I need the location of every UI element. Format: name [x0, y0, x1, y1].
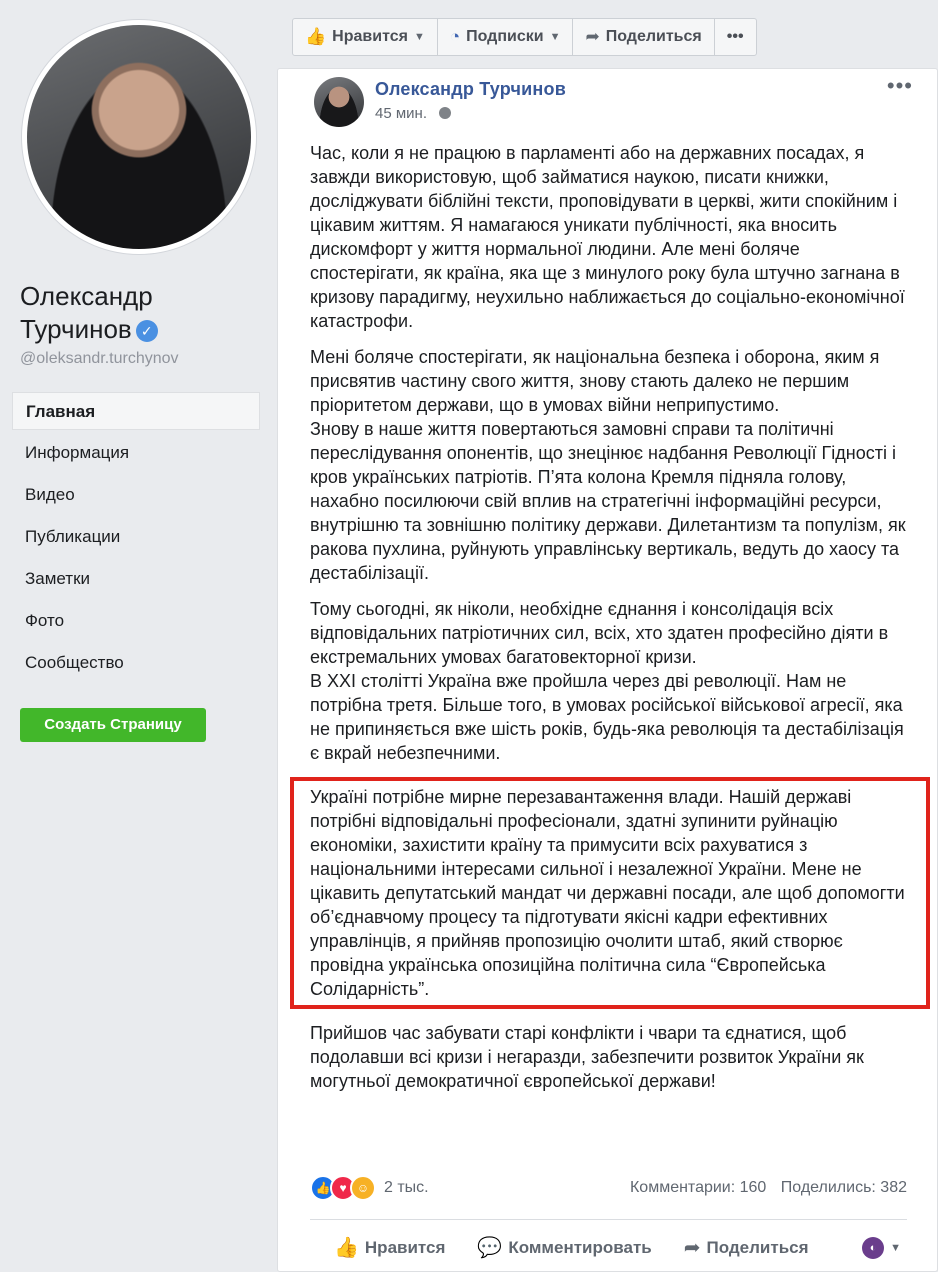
- post-actions: [334, 1235, 841, 1260]
- comments-count-link[interactable]: Комментарии: 160: [629, 1179, 767, 1196]
- subscriptions-label: Подписки: [466, 28, 544, 45]
- comment-button[interactable]: [477, 1235, 651, 1260]
- post-author-name[interactable]: Олександр Турчинов: [375, 79, 566, 99]
- sidebar-item-info[interactable]: Информация: [25, 443, 130, 462]
- share-label: Поделиться: [706, 1237, 809, 1257]
- reactions-count: 2 тыс.: [384, 1179, 429, 1196]
- comment-label: Комментировать: [508, 1237, 652, 1257]
- like-page-button[interactable]: [292, 18, 438, 56]
- post-stats: [620, 1179, 907, 1197]
- care-reaction-icon: ☺: [350, 1175, 376, 1201]
- like-reaction-icon: 👍: [310, 1175, 336, 1201]
- share-arrow-icon: ➦: [585, 27, 600, 46]
- sidebar-item-community[interactable]: Сообщество: [25, 653, 124, 672]
- chevron-down-icon: ▼: [890, 1242, 901, 1254]
- post-card: [277, 68, 938, 1272]
- post-options-button[interactable]: •••: [886, 73, 913, 98]
- thumbs-up-icon: 👍: [305, 27, 327, 46]
- chevron-down-icon: ▼: [413, 31, 425, 43]
- post-timestamp[interactable]: 45 мин.: [375, 105, 427, 122]
- post-paragraph: Прийшов час забувати старі конфлікти і чвари та єднатися, щоб подолавши всі кризи і негаразди, забезпечити розвиток України як могутньої демократичної європейської держави!: [310, 1023, 864, 1091]
- react-as-page-selector[interactable]: [862, 1237, 901, 1259]
- sidebar-item-video[interactable]: Видео: [25, 485, 75, 504]
- sidebar-nav: [12, 392, 260, 686]
- reactions-summary[interactable]: [310, 1175, 429, 1201]
- page-title[interactable]: [20, 280, 260, 346]
- globe-icon: [439, 107, 451, 119]
- post-body: [310, 141, 910, 1105]
- share-page-label: Поделиться: [605, 28, 702, 45]
- page-avatar-icon: ◐: [862, 1237, 884, 1259]
- like-page-label: Нравится: [332, 28, 408, 45]
- post-paragraph-highlighted: Україні потрібне мирне перезавантаження влади. Нашій державі потрібні відповідальні професіонали, здатні зупинити руйнацію економіки, захистити країну та примусити всіх рахуватися з національними інтересами сильної і незалежної України. Мене не цікавить депутатський мандат чи державні посади, але щоб допомогти об’єднавчому процесу та підготувати якісні кадри ефективних управлінців, я прийняв пропозицію очолити штаб, який створює провідна українська опозиційна політична сила “Європейська Солідарність”.: [310, 787, 905, 999]
- profile-picture[interactable]: [22, 20, 256, 254]
- shares-count-link[interactable]: Поделились: 382: [780, 1179, 907, 1196]
- share-page-button[interactable]: [572, 18, 714, 56]
- sidebar-item-posts[interactable]: Публикации: [25, 527, 121, 546]
- page-action-bar: [292, 18, 756, 56]
- more-options-button[interactable]: [714, 18, 757, 56]
- sidebar-item-home[interactable]: Главная: [12, 392, 260, 430]
- more-dots-icon: •••: [726, 28, 744, 45]
- rss-icon: ◔: [449, 27, 461, 46]
- thumbs-up-icon: 👍: [334, 1237, 359, 1259]
- create-page-button[interactable]: Создать Страницу: [20, 708, 206, 742]
- verified-badge-icon: ✓: [136, 320, 158, 342]
- chevron-down-icon: ▼: [549, 31, 561, 43]
- share-arrow-icon: ➦: [683, 1237, 701, 1259]
- post-paragraph: Мені боляче спостерігати, як національна безпека і оборона, яким я присвятив частину свого життя, знову стають далеко не першим пріоритетом держави, що в умовах війни неприпустимо.: [310, 347, 880, 415]
- page-title-line1: Олександр: [20, 281, 153, 311]
- post-meta: [375, 105, 451, 122]
- profile-photo: [27, 25, 251, 249]
- comment-bubble-icon: 💬: [477, 1237, 503, 1259]
- post-author-avatar[interactable]: [314, 77, 364, 127]
- divider: [310, 1219, 907, 1220]
- post-paragraph: В XXI столітті Україна вже пройшла через дві революції. Нам не потрібна третя. Більше того, в умовах російської військової агресії, яка не припиняється вже шість років, будь-яка революція та дестабілізація є вкрай небезпечними.: [310, 671, 904, 763]
- sidebar-item-photos[interactable]: Фото: [25, 611, 65, 630]
- left-sidebar: [0, 0, 276, 1272]
- page-title-line2: Турчинов: [20, 314, 132, 344]
- share-button[interactable]: [684, 1235, 809, 1260]
- love-reaction-icon: ♥: [330, 1175, 356, 1201]
- post-paragraph: Час, коли я не працюю в парламенті або на державних посадах, я завжди використовую, щоб займатися наукою, писати книжки, досліджувати біблійні тексти, проповідувати в церкві, жити спокійним і цікавим життям. Я намагаюся уникати публічності, яка вносить дискомфорт у життя нормальної людини. Але мені боляче спостерігати, як країна, яка ще з минулого року була штучно загнана в кризову парадигму, неухильно наближається до соціально-економічної катастрофи.: [310, 143, 905, 331]
- highlighted-paragraph-box: [290, 777, 930, 1009]
- post-paragraph: Тому сьогодні, як ніколи, необхідне єднання і консолідація всіх відповідальних патріотичних сил, всіх, хто здатен професійно діяти в екстремальних умовах багатовекторної кризи.: [310, 599, 889, 667]
- post-paragraph: Знову в наше життя повертаються замовні справи та політичні переслідування опонентів, що знецінює надбання Революції Гідності і кров українських патріотів. П’ята колона Кремля підняла голову, нахабно посилюючи свій вплив на стратегічні інформаційні ресурси, внутрішню та зовнішню політику держави. Дилетантизм та популізм, як ракова пухлина, руйнують управлінську вертикаль, ведуть до хаосу та дестабілізації.: [310, 419, 906, 583]
- sidebar-item-notes[interactable]: Заметки: [25, 569, 91, 588]
- like-label: Нравится: [364, 1237, 446, 1257]
- subscriptions-button[interactable]: [437, 18, 574, 56]
- page-handle[interactable]: @oleksandr.turchynov: [20, 350, 179, 367]
- like-button[interactable]: [334, 1235, 445, 1260]
